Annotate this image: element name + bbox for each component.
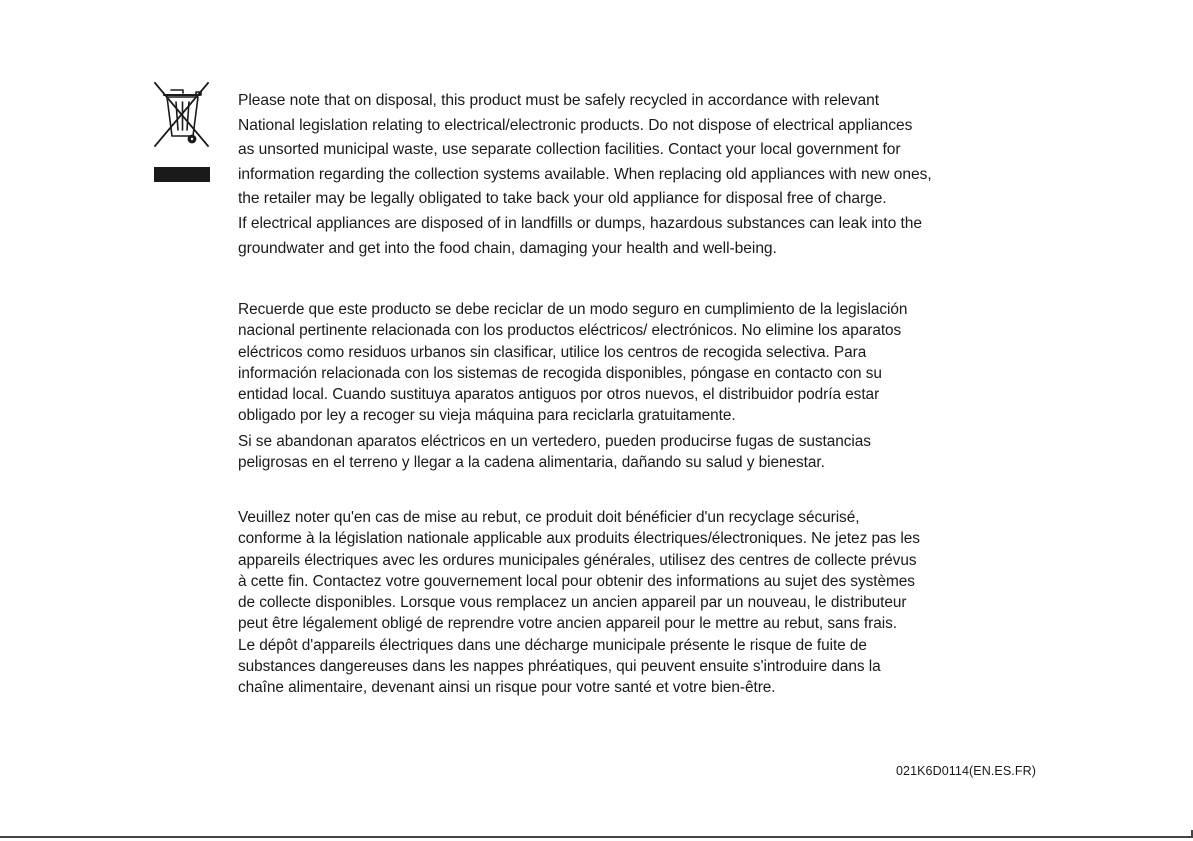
english-line: National legislation relating to electrical/electronic products. Do not dispose of electrical appliances xyxy=(238,116,913,134)
english-line: groundwater and get into the food chain, damaging your health and well-being. xyxy=(238,239,777,257)
english-line: the retailer may be legally obligated to take back your old appliance for disposal free of charge. xyxy=(238,190,887,208)
french-disposal-notice xyxy=(238,507,1058,699)
spanish-line: Recuerde que este producto se debe reciclar de un modo seguro en cumplimiento de la legislación xyxy=(238,301,908,318)
french-line: Veuillez noter qu'en cas de mise au rebut, ce produit doit bénéficier d'un recyclage sécurisé, xyxy=(238,509,860,526)
french-line: chaîne alimentaire, devenant ainsi un risque pour votre santé et votre bien-être. xyxy=(238,679,776,697)
french-line: appareils électriques avec les ordures municipales générales, utilisez des centres de collecte prévus xyxy=(238,551,917,569)
spanish-line: información relacionada con los sistemas de recogida disponibles, póngase en contacto con su xyxy=(238,364,882,382)
spanish-line: Si se abandonan aparatos eléctricos en un vertedero, pueden producirse fugas de sustancias xyxy=(238,432,871,450)
french-line: peut être légalement obligé de reprendre votre ancien appareil pour le mettre au rebut, sans frais. xyxy=(238,615,897,633)
document-code: 021K6D0114(EN.ES.FR) xyxy=(895,764,1036,778)
spanish-line: entidad local. Cuando sustituya aparatos antiguos por otros nuevos, el distribuidor podría estar xyxy=(238,386,880,404)
english-disposal-notice xyxy=(238,89,1058,261)
spanish-line: peligrosas en el terreno y llegar a la cadena alimentaria, dañando su salud y bienestar. xyxy=(238,454,825,472)
french-line: substances dangereuses dans les nappes phréatiques, qui peuvent ensuite s'introduire dans la xyxy=(238,658,881,676)
weee-crossed-out-wheelie-bin-icon xyxy=(152,80,212,184)
french-line: à cette fin. Contactez votre gouvernement local pour obtenir des informations au sujet des systèmes xyxy=(238,572,915,590)
spanish-line: eléctricos como residuos urbanos sin clasificar, utilice los centros de recogida selectiva. Para xyxy=(238,343,867,361)
spanish-line: nacional pertinente relacionada con los productos eléctricos/ electrónicos. No elimine los aparatos xyxy=(238,322,902,340)
french-line: de collecte disponibles. Lorsque vous remplacez un ancien appareil par un nouveau, le distributeur xyxy=(238,594,907,612)
english-line: as unsorted municipal waste, use separate collection facilities. Contact your local government for xyxy=(238,141,901,159)
english-line: Please note that on disposal, this product must be safely recycled in accordance with relevant xyxy=(238,92,880,109)
english-line: information regarding the collection systems available. When replacing old appliances with new ones, xyxy=(238,165,932,183)
french-line: Le dépôt d'appareils électriques dans une décharge municipale présente le risque de fuite de xyxy=(238,636,867,654)
page-bottom-rule xyxy=(0,836,1193,838)
spanish-disposal-notice xyxy=(238,299,1058,473)
french-line: conforme à la législation nationale applicable aux produits électriques/électroniques. Ne jetez pas les xyxy=(238,530,920,548)
english-line: If electrical appliances are disposed of in landfills or dumps, hazardous substances can leak into the xyxy=(238,214,923,232)
spanish-line: obligado por ley a recoger su vieja máquina para reciclarla gratuitamente. xyxy=(238,407,736,425)
